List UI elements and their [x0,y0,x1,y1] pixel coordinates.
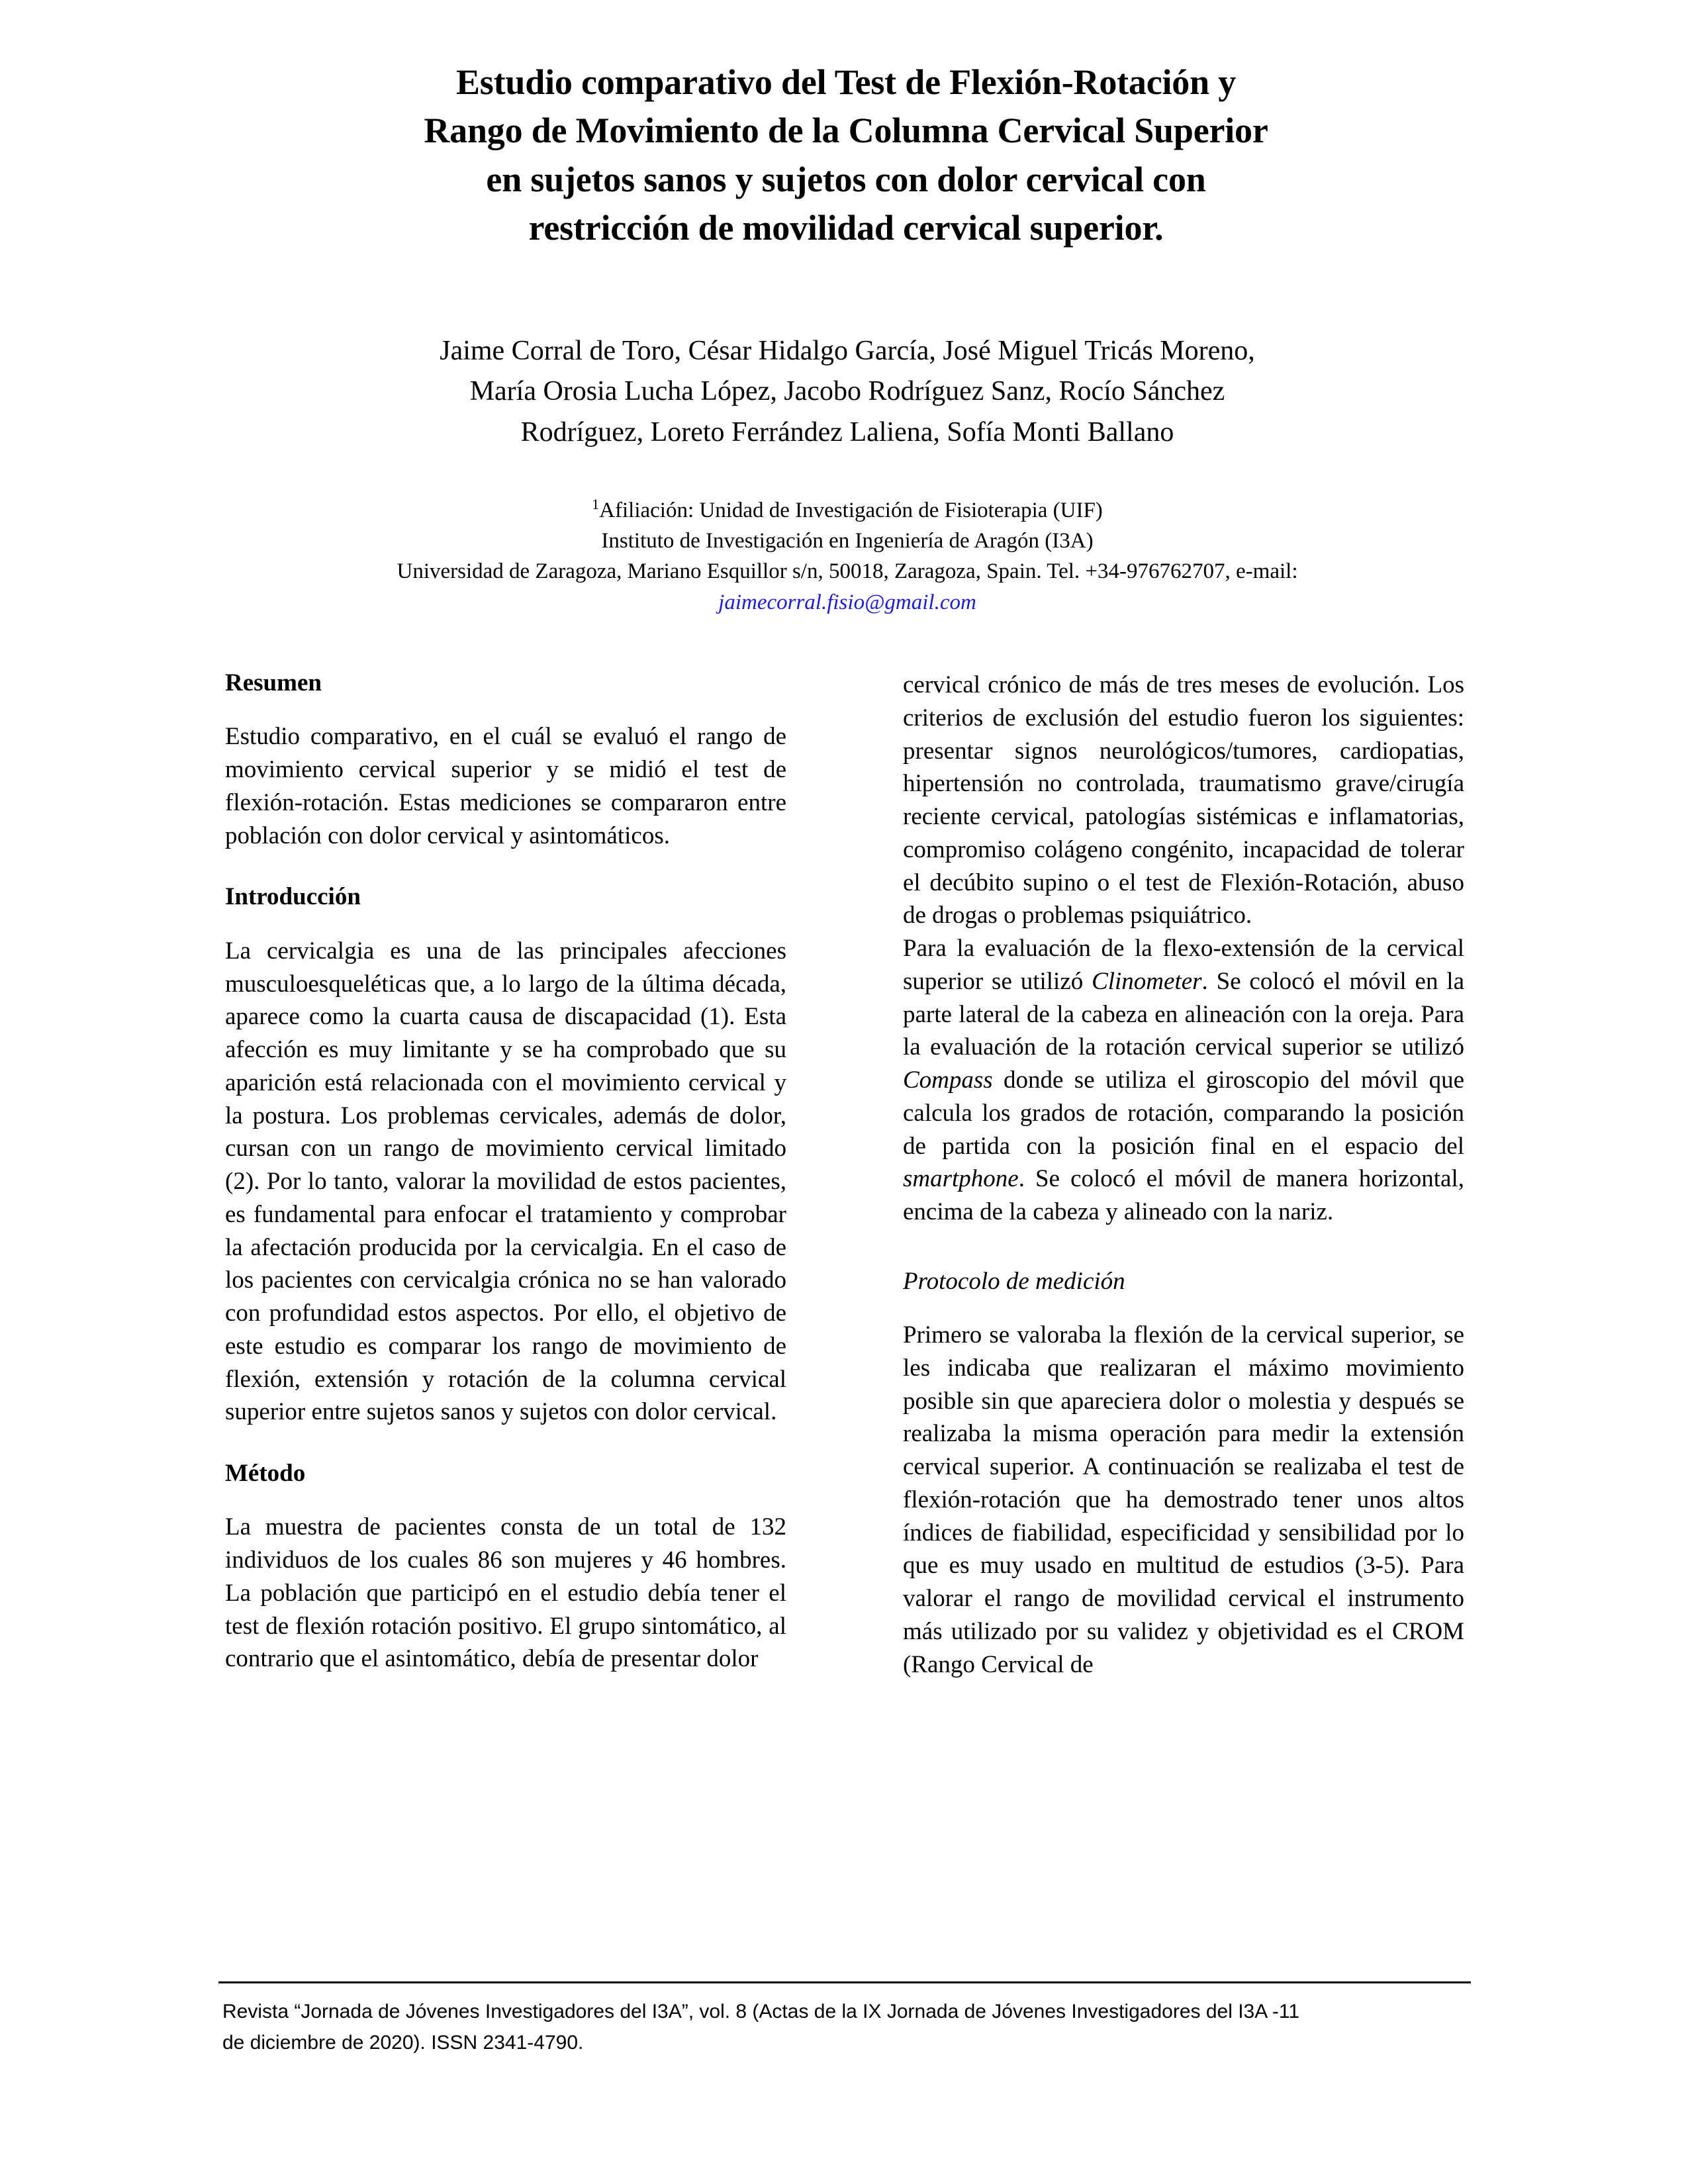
footer-divider [218,1981,1471,1983]
footer-line-1: Revista “Jornada de Jóvenes Investigadores del I3A”, vol. 8 (Actas de la IX Jornada de Jóvenes Investigadores del I3A -11 [222,2001,1300,2022]
body-columns [225,669,1464,1907]
authors-block [258,331,1436,453]
instrument-text-3: donde se utiliza el giroscopio del móvil que calcula los grados de rotación, comparando la posición de partida con la posición final en el espacio del [903,1067,1464,1160]
paragraph-introduccion: La cervicalgia es una de las principales afecciones musculoesqueléticas que, a lo largo de la última década, aparece como la cuarta causa de discapacidad (1). Esta afección es muy limitante y se ha comprobado que su aparición está relacionada con el movimiento cervical y la postura. Los problemas cervicales, además de dolor, cursan con un rango de movimiento cervical limitado (2). Por lo tanto, valorar la movilidad de estos pacientes, es fundamental para enfocar el tratamiento y comprobar la afectación producida por la cervicalgia. En el caso de los pacientes con cervicalgia crónica no se han valorado con profundidad estos aspectos. Por ello, el objetivo de este estudio es comparar los rango de movimiento de flexión, extensión y rotación de la columna cervical superior entre sujetos sanos y sujetos con dolor cervical. [225,937,786,1426]
authors-line-2: María Orosia Lucha López, Jacobo Rodríguez Sanz, Rocío Sánchez [469,376,1225,407]
affiliation-line-1 [218,495,1476,526]
instrument-name-compass: Compass [903,1067,993,1094]
affiliation-marker: 1 [592,496,600,512]
paper-title-line-1: Estudio comparativo del Test de Flexión-Rotación y [455,62,1237,102]
affiliation-line-2: Instituto de Investigación en Ingeniería de Aragón (I3A) [601,529,1094,553]
heading-resumen: Resumen [225,669,322,696]
instrument-text-1: Para la evaluación de la flexo-extensión de la cervical superior se utilizó [903,935,1464,995]
right-column [903,669,1464,1681]
paper-title-line-4: restricción de movilidad cervical superior. [528,208,1164,248]
author-email-link[interactable]: jaimecorral.fisio@gmail.com [718,590,976,614]
heading-metodo: Método [225,1460,306,1488]
paragraph-protocolo: Primero se valoraba la flexión de la cervical superior, se les indicaba que realizaran el máximo movimiento posible sin que apareciera dolor o molestia y después se realizaba la misma operación para medir la extensión cervical superior. A continuación se realizaba el test de flexión-rotación que ha demostrado tener unos altos índices de fiabilidad, especificidad y sensibilidad por lo que es muy usado en multitud de estudios (3-5). Para valorar el rango de movilidad cervical el instrumento más utilizado por su validez y objetividad es el CROM (Rango Cervical de [903,1321,1464,1678]
affiliation-line-3: Universidad de Zaragoza, Mariano Esquillor s/n, 50018, Zaragoza, Spain. Tel. +34-976762707, e-mail: [397,559,1298,584]
affiliation-text-1: Afiliación: Unidad de Investigación de Fisioterapia (UIF) [599,499,1103,522]
instrument-text-4: . Se colocó el móvil de manera horizontal, encima de la cabeza y alineado con la nariz. [903,1165,1464,1225]
paper-title-line-3: en sujetos sanos y sujetos con dolor cervical con [486,159,1206,199]
title-block [224,58,1468,253]
heading-protocolo-de-medicion: Protocolo de medición [903,1267,1125,1295]
paragraph-continuation-metodo: cervical crónico de más de tres meses de evolución. Los criterios de exclusión del estudio fueron los siguientes: presentar signos neurológicos/tumores, cardiopatias, hipertensión no controlada, traumatismo grave/cirugía reciente cervical, patologías sistémicas e inflamatorias, compromiso colágeno congénito, incapacidad de tolerar el decúbito supino o el test de Flexión-Rotación, abuso de drogas o problemas psiquiátrico. [903,671,1464,929]
heading-introduccion: Introducción [225,883,361,911]
left-column [225,669,786,1676]
paragraph-resumen: Estudio comparativo, en el cuál se evaluó el rango de movimiento cervical superior y se midió el test de flexión-rotación. Estas mediciones se compararon entre población con dolor cervical y asintomáticos. [225,723,786,849]
instrument-term-smartphone: smartphone [903,1165,1019,1193]
authors-line-3: Rodríguez, Loreto Ferrández Laliena, Sofía Monti Ballano [520,416,1174,448]
instrument-text-2: . Se colocó el móvil en la parte lateral de la cabeza en alineación con la oreja. Para la evaluación de la rotación cervical superior se utilizó [903,967,1464,1061]
affiliation-block [218,495,1476,618]
authors-line-1: Jaime Corral de Toro, César Hidalgo García, José Miguel Tricás Moreno, [440,336,1255,366]
paper-title-line-2: Rango de Movimiento de la Columna Cervical Superior [424,111,1268,151]
paragraph-metodo: La muestra de pacientes consta de un total de 132 individuos de los cuales 86 son mujeres y 46 hombres. La población que participó en el estudio debía tener el test de flexión rotación positivo. El grupo sintomático, al contrario que el asintomático, debía de presentar dolor [225,1513,786,1673]
paragraph-instrumentacion [903,932,1464,1229]
footer-line-2: de diciembre de 2020). ISSN 2341-4790. [222,2031,584,2054]
instrument-name-clinometer: Clinometer [1092,967,1202,995]
footer-citation [222,1997,1500,2059]
